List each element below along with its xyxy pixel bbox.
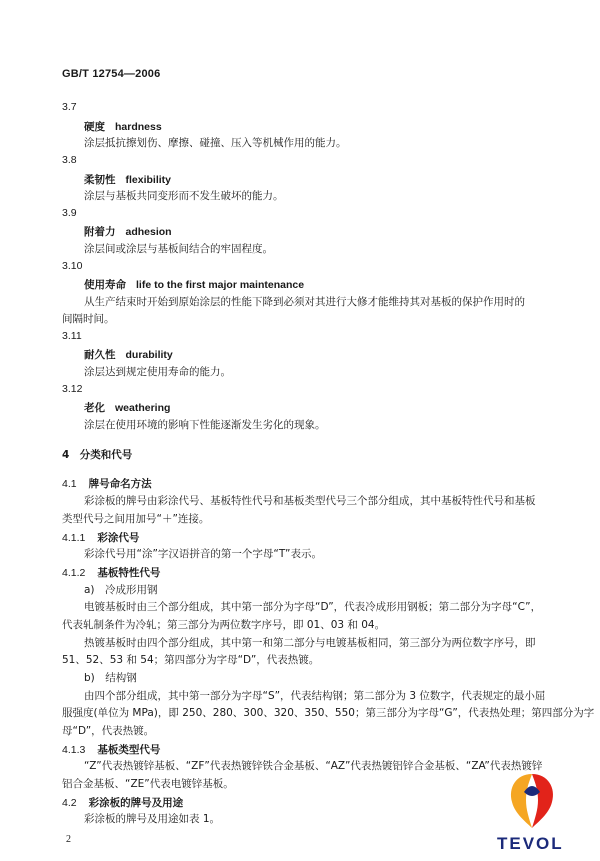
term-en: adhesion	[125, 226, 172, 238]
subsection-title: 基板类型代号	[97, 744, 161, 756]
subsection-number: 4.1.1	[62, 532, 86, 544]
paragraph: “Z”代表热镀锌基板、“ZF”代表热镀锌铁合金基板、“AZ”代表热镀铝锌合金基板、“ZA”代表热镀锌	[84, 760, 543, 772]
subsection-title: 彩涂代号	[97, 532, 140, 544]
paragraph-cont: 类型代号之间用加号“＋”连接。	[62, 513, 210, 525]
term-cn: 硬度	[84, 121, 105, 133]
subsection-number: 4.1.2	[62, 567, 86, 579]
clause-number: 3.9	[62, 207, 77, 219]
term-en: durability	[125, 349, 173, 361]
paragraph-cont: 铝合金基板、“ZE”代表电镀锌基板。	[62, 778, 234, 790]
term-line	[84, 400, 170, 415]
paragraph: 彩涂板的牌号由彩涂代号、基板特性代号和基板类型代号三个部分组成，其中基板特性代号和基板	[84, 495, 536, 507]
term-definition: 涂层与基板共同变形而不发生破坏的能力。	[84, 190, 284, 202]
subsection-heading	[62, 565, 160, 580]
term-cn: 使用寿命	[84, 279, 126, 291]
list-label: a) 冷成形用钢	[84, 584, 158, 596]
term-line	[84, 172, 171, 187]
list-label: b) 结构钢	[84, 672, 137, 684]
subsection-title: 牌号命名方法	[88, 478, 152, 490]
paragraph: 热镀基板时由四个部分组成，其中第一和第二部分与电镀基板相同，第三部分为两位数字序号，即	[84, 637, 536, 649]
term-definition: 涂层在使用环境的影响下性能逐渐发生劣化的现象。	[84, 419, 326, 431]
clause-number: 3.12	[62, 383, 83, 395]
paragraph: 彩涂板的牌号及用途如表 1。	[84, 813, 221, 825]
subsection-title: 彩涂板的牌号及用途	[88, 797, 184, 809]
term-definition: 涂层间或涂层与基板间结合的牢固程度。	[84, 243, 273, 255]
paragraph-cont: 服强度(单位为 MPa)，即 250、280、300、320、350、550；第三部分为字母“G”，代表热处理；第四部分为字	[62, 707, 595, 719]
paragraph-cont: 母“D”，代表热镀。	[62, 725, 155, 737]
term-en: flexibility	[125, 174, 172, 186]
clause-number: 3.7	[62, 101, 77, 113]
term-line	[84, 347, 173, 362]
logo-mark-icon	[502, 770, 562, 832]
subsection-title: 基板特性代号	[97, 567, 161, 579]
term-definition: 从生产结束时开始到原始涂层的性能下降到必须对其进行大修才能维持其对基板的保护作用时的	[84, 296, 525, 308]
subsection-heading	[62, 530, 139, 545]
subsection-heading	[62, 795, 183, 810]
term-en: life to the first major maintenance	[136, 279, 305, 291]
term-definition-cont: 间隔时间。	[62, 313, 115, 325]
subsection-number: 4.1.3	[62, 744, 86, 756]
term-line	[84, 277, 304, 292]
logo-text: TEVOL	[497, 834, 564, 853]
clause-number: 3.10	[62, 260, 83, 272]
term-cn: 附着力	[84, 226, 116, 238]
standard-code: GB/T 12754—2006	[62, 68, 161, 80]
subsection-heading	[62, 476, 152, 491]
term-cn: 耐久性	[84, 349, 116, 361]
term-line	[84, 119, 162, 134]
paragraph: 电镀基板时由三个部分组成，其中第一部分为字母“D”，代表冷成形用钢板；第二部分为字母“C”，	[84, 601, 542, 613]
clause-number: 3.11	[62, 330, 82, 342]
paragraph-cont: 代表轧制条件为冷轧；第三部分为两位数字序号，即 01、03 和 04。	[62, 619, 386, 631]
paragraph: 彩涂代号用“涂”字汉语拼音的第一个字母“T”表示。	[84, 548, 322, 560]
section-heading: 4 分类和代号	[62, 449, 133, 461]
term-cn: 柔韧性	[84, 174, 116, 186]
paragraph: 由四个部分组成，其中第一部分为字母“S”，代表结构钢；第二部分为 3 位数字，代表规定的最小屈	[84, 690, 546, 702]
term-definition: 涂层达到规定使用寿命的能力。	[84, 366, 231, 378]
term-en: weathering	[115, 402, 171, 414]
page-number: 2	[66, 834, 71, 845]
tevol-logo-icon	[502, 770, 562, 832]
term-line	[84, 224, 172, 239]
clause-number: 3.8	[62, 154, 77, 166]
term-en: hardness	[115, 121, 162, 133]
paragraph-cont: 51、52、53 和 54；第四部分为字母“D”，代表热镀。	[62, 654, 320, 666]
term-cn: 老化	[84, 402, 105, 414]
subsection-number: 4.1	[62, 478, 77, 490]
term-definition: 涂层抵抗擦划伤、摩擦、碰撞、压入等机械作用的能力。	[84, 137, 347, 149]
subsection-heading	[62, 742, 160, 757]
subsection-number: 4.2	[62, 797, 77, 809]
